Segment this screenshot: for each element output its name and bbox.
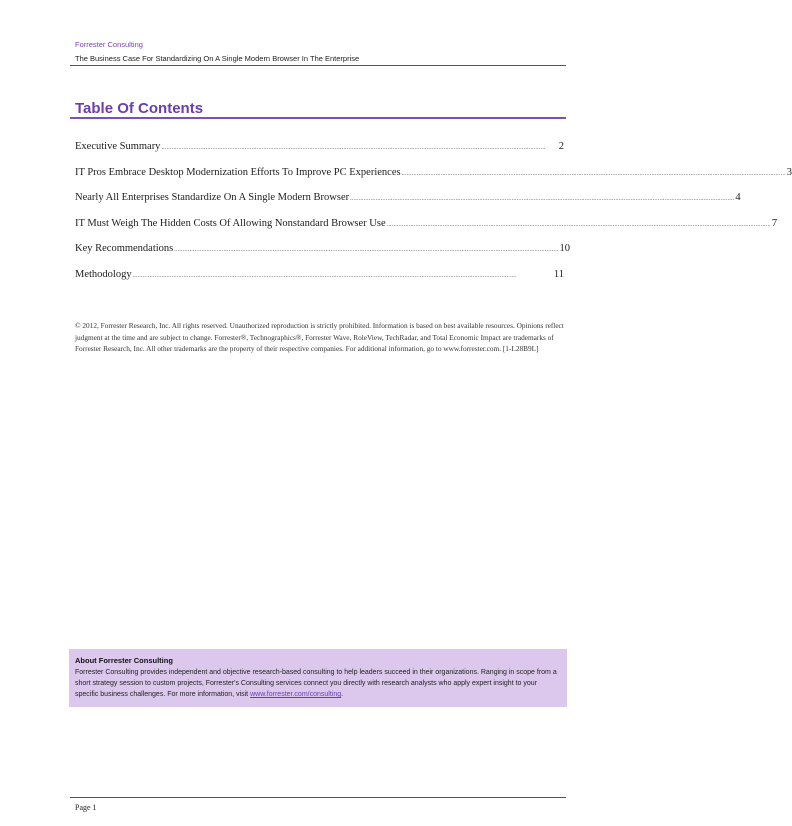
toc-entry-label: Methodology: [75, 268, 132, 280]
about-forrester-box: [69, 649, 567, 707]
toc-entry-page: 2: [558, 141, 564, 152]
toc-entry-it-pros[interactable]: [75, 166, 792, 193]
toc-heading-divider: [70, 117, 566, 119]
toc-entry-hidden-costs[interactable]: [75, 217, 778, 244]
toc-entry-page: 10: [559, 243, 570, 254]
consulting-link[interactable]: www.forrester.com/consulting: [250, 691, 342, 699]
footer-divider: [70, 797, 566, 798]
header-brand: Forrester Consulting: [75, 40, 143, 49]
toc-heading: Table Of Contents: [75, 100, 204, 117]
toc-entry-page: 11: [553, 268, 564, 280]
toc-entry-key-recommendations[interactable]: [75, 243, 570, 269]
toc-entry-label: Key Recommendations: [75, 243, 174, 254]
toc-leader-dots: ..................................................................................................................................................................................................................................: [132, 272, 517, 279]
header-divider: [70, 65, 566, 66]
toc-leader-dots: ..................................................................................................................................................................................................................................: [401, 170, 786, 177]
table-of-contents: [75, 141, 792, 294]
toc-entry-page: 3: [786, 166, 792, 178]
about-text: [75, 667, 559, 701]
toc-entry-methodology[interactable]: [75, 269, 564, 295]
about-end-period: .: [341, 691, 344, 699]
about-title: About Forrester Consulting: [75, 656, 173, 665]
header-doc-title: The Business Case For Standardizing On A Single Modern Browser In The Enterprise: [75, 54, 360, 63]
toc-entry-single-browser[interactable]: [75, 192, 741, 218]
toc-entry-page: 7: [771, 217, 778, 229]
footer-page-number: Page 1: [75, 803, 97, 812]
toc-entry-label: Executive Summary: [75, 141, 161, 152]
toc-leader-dots: ..................................................................................................................................................................................................................................: [161, 145, 546, 151]
toc-entry-label: IT Must Weigh The Hidden Costs Of Allowing Nonstandard Browser Use: [75, 217, 386, 229]
about-body: Forrester Consulting provides independent and objective research-based consulting to help leaders succeed in their organizations. Ranging in scope from a short strategy session to custom projects, Forrester's Consulting services connect you directly with research analysts who apply expert insight to your specific business challenges. For more information, visit: [75, 669, 557, 699]
toc-leader-dots: ..................................................................................................................................................................................................................................: [386, 221, 771, 228]
toc-entry-executive-summary[interactable]: [75, 141, 564, 167]
toc-entry-page: 4: [735, 192, 741, 203]
copyright-notice: © 2012, Forrester Research, Inc. All rights reserved. Unauthorized reproduction is strictly prohibited. Information is based on best available resources. Opinions reflect judgment at the time and are subject to change. Forrester®, Technographics®, Forrester Wave, RoleView, TechRadar, and Total Economic Impact are trademarks of Forrester Research, Inc. All other trademarks are the property of their respective companies. For additional information, go to www.forrester.com. [1-L28B9L]: [75, 321, 564, 354]
toc-leader-dots: ..................................................................................................................................................................................................................................: [174, 247, 559, 253]
toc-entry-label: IT Pros Embrace Desktop Modernization Efforts To Improve PC Experiences: [75, 166, 401, 178]
toc-entry-label: Nearly All Enterprises Standardize On A Single Modern Browser: [75, 192, 350, 203]
toc-leader-dots: ..................................................................................................................................................................................................................................: [350, 196, 735, 202]
